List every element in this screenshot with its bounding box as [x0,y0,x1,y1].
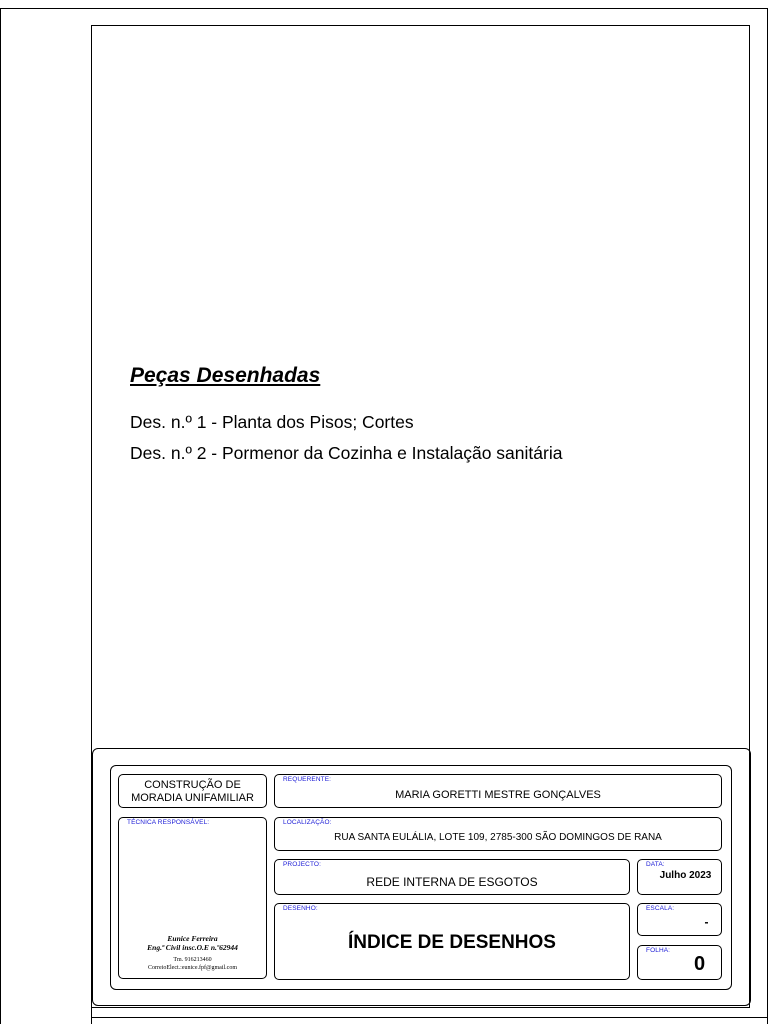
date-label: DATA: [646,861,665,868]
sheet-number: 0 [693,953,706,975]
drawing-list [130,410,562,472]
location-value: RUA SANTA EULÁLIA, LOTE 109, 2785-300 SÃO DOMINGOS DE RANA [334,832,662,843]
date-value: Julho 2023 [659,870,712,881]
scale-box [637,903,722,936]
project-label: PROJECTO: [283,861,321,868]
applicant-value: MARIA GORETTI MESTRE GONÇALVES [395,789,601,801]
applicant-box [274,774,722,808]
technician-label: TÉCNICA RESPONSÁVEL: [127,819,210,826]
frame-bottom-rule [91,1017,768,1018]
scale-value: - [704,915,709,929]
drawing-title: ÍNDICE DE DESENHOS [348,932,556,953]
technician-phone: Tm. 916213460 [173,957,212,963]
project-value: REDE INTERNA DE ESGOTOS [366,875,538,889]
technician-name: Eunice Ferreira [167,934,218,943]
sheet-label: FOLHA: [646,947,671,954]
drawing-label: DESENHO: [283,905,318,912]
applicant-label: REQUERENTE: [283,776,332,783]
drawing-item: Des. n.º 2 - Pormenor da Cozinha e Instalação sanitária [130,443,563,463]
technician-contact [119,956,266,972]
location-label: LOCALIZAÇÃO: [283,819,332,826]
sheet-box [637,945,722,980]
construction-type: CONSTRUÇÃO DE MORADIA UNIFAMILIAR [131,779,254,804]
project-box [274,859,630,895]
technician-signature [119,934,266,952]
frame-side-rule [91,1008,92,1024]
construction-type-box [118,774,267,808]
location-box [274,817,722,851]
scale-label: ESCALA: [646,905,675,912]
drawing-item: Des. n.º 1 - Planta dos Pisos; Cortes [130,412,414,432]
section-title: Peças Desenhadas [130,364,321,387]
drawing-box [274,903,630,980]
technician-box [118,817,267,979]
date-box [637,859,722,895]
technician-email: CorreioElect.:eunice.fpf@gmail.com [148,965,237,971]
technician-title: Eng.ª Civil insc.O.E n.º62944 [147,943,238,952]
